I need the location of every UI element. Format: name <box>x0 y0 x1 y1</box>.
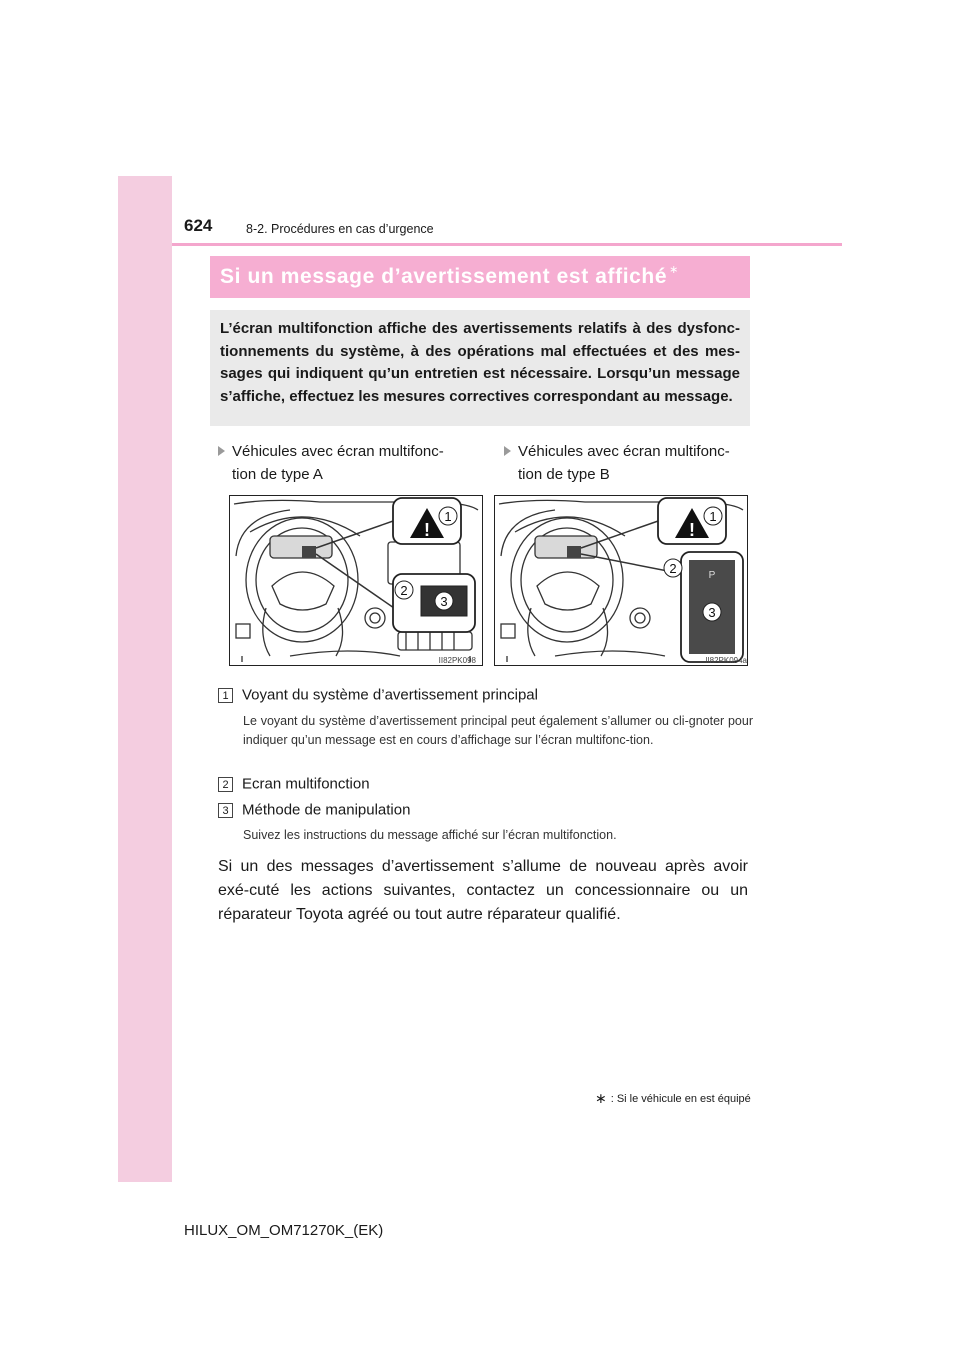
intro-box: L’écran multifonction affiche des avertissements relatifs à des dysfonc-tionnements du système, à des opérations mal effectuées et des mes-sages qui indiquent qu’un entretien est nécessaire. Lorsqu’un message s’affiche, effectuez les mesures correctives correspondant au message. <box>210 310 750 426</box>
variant-label-b <box>504 440 736 486</box>
dashboard-illustration-b <box>494 495 748 666</box>
page-number: 624 <box>184 216 213 235</box>
legend-item-1-note: Le voyant du système d’avertissement principal peut également s’allumer ou cli-gnoter pour indiquer qu’un message est en cours d’affichage sur l’écran multifonc-tion. <box>243 714 753 747</box>
legend-item-2 <box>218 775 370 793</box>
header-rule <box>172 243 842 246</box>
asterisk-icon: ∗ <box>595 1090 607 1106</box>
number-box-icon: 1 <box>218 688 233 703</box>
footnote <box>595 1090 751 1107</box>
legend-item-1 <box>218 686 538 704</box>
callout-1: 1 <box>709 509 717 524</box>
variant-a-line1: Véhicules avec écran multifonc- <box>232 443 444 460</box>
section-title: 8-2. Procédures en cas d’urgence <box>246 222 434 236</box>
triangle-bullet-icon <box>504 446 511 456</box>
footnote-star-icon: ∗ <box>669 263 679 276</box>
legend-item-3-text: Méthode de manipulation <box>242 801 411 819</box>
display-p-glyph: P <box>708 570 716 581</box>
footer-doc-code: HILUX_OM_OM71270K_(EK) <box>184 1222 384 1239</box>
legend-item-2-text: Ecran multifonction <box>242 775 370 793</box>
side-color-band <box>118 176 172 1182</box>
body-paragraph: Si un des messages d’avertissement s’allume de nouveau après avoir exé-cuté les actions suivantes, contactez un concessionnaire ou un réparateur Toyota agréé ou tout autre réparateur qualifié. <box>218 858 748 923</box>
variant-a-line2: tion de type A <box>232 466 323 483</box>
legend-item-1-text: Voyant du système d’avertissement principal <box>242 686 538 704</box>
number-box-icon: 2 <box>218 777 233 792</box>
callout-2: 2 <box>669 561 677 576</box>
dashboard-drawing-b <box>495 496 747 665</box>
figure-code-a: II82PK098 <box>438 656 476 665</box>
svg-text:!: ! <box>689 520 695 540</box>
callout-2: 2 <box>400 583 408 598</box>
variant-b-line2: tion de type B <box>518 466 610 483</box>
heading-title: Si un message d’avertissement est affiché <box>220 265 668 288</box>
variant-b-line1: Véhicules avec écran multifonc- <box>518 443 730 460</box>
svg-text:!: ! <box>424 520 430 540</box>
legend-item-3-note: Suivez les instructions du message affiché sur l’écran multifonction. <box>243 828 617 842</box>
number-box-icon: 3 <box>218 803 233 818</box>
callout-3: 3 <box>440 594 448 609</box>
callout-3: 3 <box>708 605 716 620</box>
dashboard-illustration-a <box>229 495 483 666</box>
legend-item-3 <box>218 801 410 819</box>
figure-code-b: II82PK094a <box>705 656 747 665</box>
triangle-bullet-icon <box>218 446 225 456</box>
variant-label-a <box>218 440 450 486</box>
footnote-text: : Si le véhicule en est équipé <box>610 1093 751 1105</box>
heading-banner <box>210 256 750 298</box>
dashboard-drawing-a <box>230 496 482 665</box>
callout-1: 1 <box>444 509 452 524</box>
